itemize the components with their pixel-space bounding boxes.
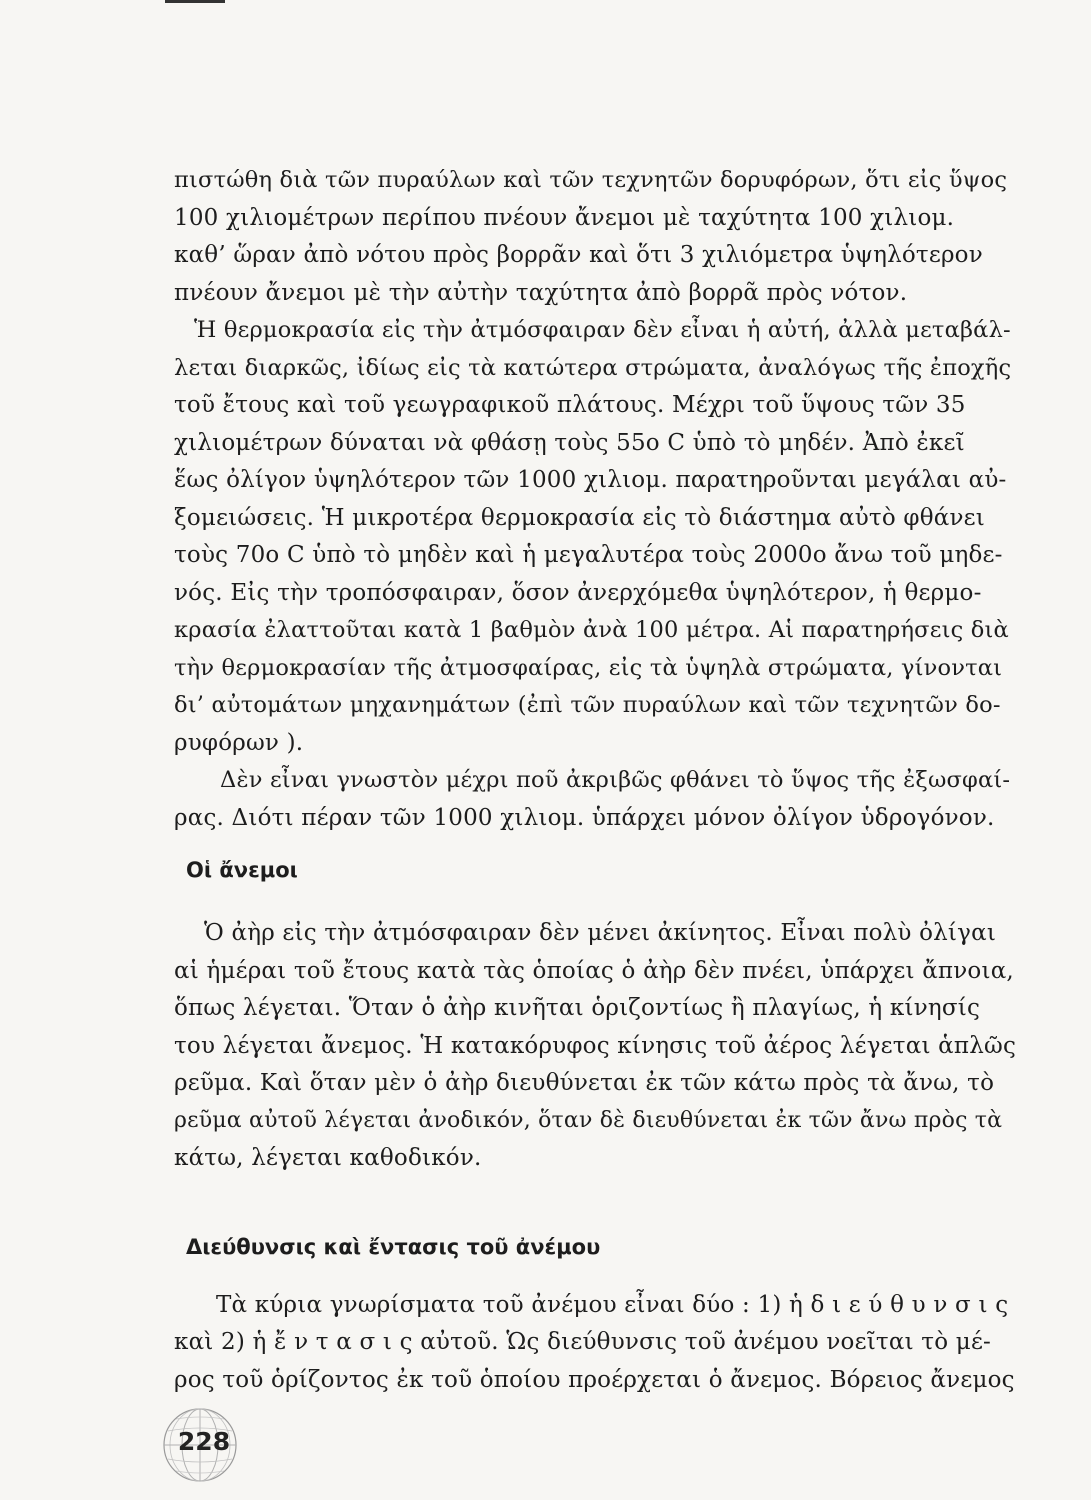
text-line: ρεῦμα αὐτοῦ λέγεται ἀνοδικόν, ὅταν δὲ διευθύνεται ἐκ τῶν ἄνω πρὸς τὰ: [174, 1108, 1003, 1133]
page-number-globe: [160, 1405, 240, 1485]
text-line: ρος τοῦ ὁρίζοντος ἐκ τοῦ ὁποίου προέρχεται ὁ ἄνεμος. Βόρειος ἄνεμος: [174, 1367, 1015, 1393]
text-line: τοῦ ἔτους καὶ τοῦ γεωγραφικοῦ πλάτους. Μέχρι τοῦ ὕψους τῶν 35: [174, 392, 966, 418]
text-line: ρεῦμα. Καὶ ὅταν μὲν ὁ ἀὴρ διευθύνεται ἐκ τῶν κάτω πρὸς τὰ ἄνω, τὸ: [174, 1070, 995, 1096]
text-line: του λέγεται ἄνεμος. Ἡ κατακόρυφος κίνησις τοῦ ἀέρος λέγεται ἁπλῶς: [174, 1033, 1017, 1059]
text-line: καθ’ ὥραν ἀπὸ νότου πρὸς βορρᾶν καὶ ὅτι 3 χιλιόμετρα ὑψηλότερον: [174, 242, 983, 268]
text-line: ἕως ὀλίγον ὑψηλότερον τῶν 1000 χιλιομ. παρατηροῦνται μεγάλαι αὐ-: [174, 467, 1007, 493]
text-line: Ὁ ἀὴρ εἰς τὴν ἀτμόσφαιραν δὲν μένει ἀκίνητος. Εἶναι πολὺ ὀλίγαι: [204, 920, 997, 946]
top-edge-mark: [165, 0, 225, 3]
page-number: 228: [177, 1427, 231, 1456]
text-line: ρας. Διότι πέραν τῶν 1000 χιλιομ. ὑπάρχει μόνον ὀλίγον ὑδρογόνον.: [174, 805, 995, 831]
text-line: Τὰ κύρια γνωρίσματα τοῦ ἀνέμου εἶναι δύο : 1) ἡ δ ι ε ύ θ υ ν σ ι ς: [216, 1292, 1009, 1318]
text-line: πιστώθη διὰ τῶν πυραύλων καὶ τῶν τεχνητῶν δορυφόρων, ὅτι εἰς ὕψος: [174, 167, 1008, 193]
text-line: πνέουν ἄνεμοι μὲ τὴν αὐτὴν ταχύτητα ἀπὸ βορρᾶ πρὸς νότον.: [174, 280, 908, 306]
text-line: τοὺς 70ο C ὑπὸ τὸ μηδὲν καὶ ἡ μεγαλυτέρα τοὺς 2000ο ἄνω τοῦ μηδε-: [174, 542, 1003, 568]
text-line: ὅπως λέγεται. Ὅταν ὁ ἀὴρ κινῆται ὁριζοντίως ἢ πλαγίως, ἡ κίνησίς: [174, 995, 981, 1021]
text-line: χιλιομέτρων δύναται νὰ φθάσῃ τοὺς 55ο C ὑπὸ τὸ μηδέν. Ἀπὸ ἐκεῖ: [174, 430, 965, 456]
text-line: καὶ 2) ἡ ἔ ν τ α σ ι ς αὐτοῦ. Ὡς διεύθυνσις τοῦ ἀνέμου νοεῖται τὸ μέ-: [174, 1329, 992, 1355]
text-line: δι’ αὐτομάτων μηχανημάτων (ἐπὶ τῶν πυραύλων καὶ τῶν τεχνητῶν δο-: [174, 692, 1001, 718]
section-heading: Διεύθυνσις καὶ ἔντασις τοῦ ἀνέμου: [186, 1235, 601, 1259]
text-line: κρασία ἐλαττοῦται κατὰ 1 βαθμὸν ἀνὰ 100 μέτρα. Αἱ παρατηρήσεις διὰ: [174, 617, 1009, 643]
text-line: τὴν θερμοκρασίαν τῆς ἀτμοσφαίρας, εἰς τὰ ὑψηλὰ στρώματα, γίνονται: [174, 655, 1003, 681]
section-heading: Οἱ ἄνεμοι: [186, 858, 298, 882]
text-line: νός. Εἰς τὴν τροπόσφαιραν, ὅσον ἀνερχόμεθα ὑψηλότερον, ἡ θερμο-: [174, 580, 982, 606]
text-line: Ἡ θερμοκρασία εἰς τὴν ἀτμόσφαιραν δὲν εἶναι ἡ αὐτή, ἀλλὰ μεταβάλ-: [194, 317, 1011, 343]
text-line: λεται διαρκῶς, ἰδίως εἰς τὰ κατώτερα στρώματα, ἀναλόγως τῆς ἐποχῆς: [174, 355, 1012, 381]
text-line: 100 χιλιομέτρων περίπου πνέουν ἄνεμοι μὲ ταχύτητα 100 χιλιομ.: [174, 205, 955, 231]
text-line: κάτω, λέγεται καθοδικόν.: [174, 1145, 482, 1171]
text-line: αἱ ἡμέραι τοῦ ἔτους κατὰ τὰς ὁποίας ὁ ἀὴρ δὲν πνέει, ὑπάρχει ἄπνοια,: [174, 958, 1014, 984]
text-line: ρυφόρων ).: [174, 730, 304, 756]
text-line: Δὲν εἶναι γνωστὸν μέχρι ποῦ ἀκριβῶς φθάνει τὸ ὕψος τῆς ἐξωσφαί-: [220, 767, 1011, 793]
text-line: ξομειώσεις. Ἡ μικροτέρα θερμοκρασία εἰς τὸ διάστημα αὐτὸ φθάνει: [174, 505, 985, 531]
